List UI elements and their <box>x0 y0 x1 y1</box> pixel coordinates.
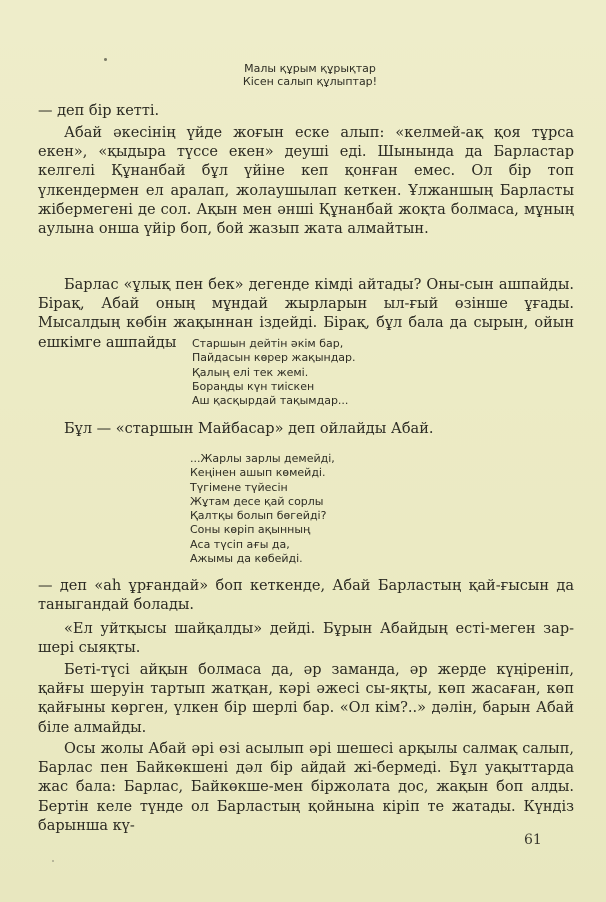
paragraph: «Ел уйтқысы шайқалды» дейді. Бұрын Абайдың есті-меген зар-шері сыяқты. <box>38 621 574 657</box>
poem-line: Пайдасын көрер жақындар. <box>192 351 356 365</box>
print-speck <box>104 58 107 61</box>
poem-line: Бораңды күн тиіскен <box>192 379 315 393</box>
poem-line: Соны көріп ақынның <box>190 523 311 537</box>
paragraph: Бетi-түсі айқын болмаса да, әр заманда, әр жерде күңіреніп, қайғы шеруін тартып жатқан, кәрі әжесі сы-яқты, көп жасаған, көп қайғыны көрген, үлкен бір шерлі бар. «Ол кім?..» дәлін, барын Абай біле алмайды. <box>38 662 574 736</box>
paragraph: — деп бір кетті. <box>38 103 160 119</box>
poem-line: Жұтам десе қай сорлы <box>190 494 324 508</box>
poem-line: Қалтқы болып бөгейді? <box>190 509 327 523</box>
print-speck <box>52 860 54 862</box>
epigraph <box>190 62 430 88</box>
epigraph-line: Малы құрым құрықтар <box>244 62 376 75</box>
poem-line: Түгімене түйесін <box>190 480 288 494</box>
paragraph: — деп «аһ ұрғандай» боп кеткенде, Абай Барластың қай-ғысын да таныгандай болады. <box>38 578 574 614</box>
paragraph: Абай әкесінің үйде жоғын еске алып: «келмей-ақ қоя тұрса екен», «қыдыра түссе екен» деуші еді. Шынында да Барластар келгелі Құнанбай бұл үйіне кеп қонған емес. Ол бір топ үлкендермен ел аралап, жолаушылап кеткен. Ұлжаншың Барласты жібермегені де сол. Ақын мен әнші Құнанбай жоқта болмаса, мұның аулына онша үйір боп, бой жазып жата алмайтын. <box>38 125 574 238</box>
poem-line: Ажымы да көбейді. <box>190 552 303 566</box>
page-number: 61 <box>524 832 542 848</box>
poem-line: Кеңінен ашып көмейді. <box>190 466 326 480</box>
paragraph: Бұл — «старшын Майбасар» деп ойлайды Абай. <box>64 421 434 437</box>
paragraph: Барлас «ұлық пен бек» дегенде кімді айтады? Оны-сын ашпайды. Бірақ, Абай оның мұндай жырларын ыл-ғый өзінше ұғады. Мысалдың көбін жақыннан іздейді. Бірақ, бұл бала да сырын, ойын ешкімге ашпайды <box>38 277 574 351</box>
poem-line: ...Жарлы зарлы демейді, <box>190 452 335 465</box>
poem-line: Аса түсіп ағы да, <box>190 537 290 551</box>
poem-line: Старшын дейтін әкім бар, <box>192 337 344 350</box>
paragraph: Осы жолы Абай әрі өзі асылып әрі шешесі арқылы салмақ салып, Барлас пен Байкөкшені дәл бір айдай жі-бермеді. Бұл уақыттарда жас бала: Барлас, Байкөкше-мен біржолата дос, жақын боп алды. Бертін келе түнде ол Барластың қойнына кіріп те жатады. Күндіз барынша кү- <box>38 741 574 834</box>
poem-line: Аш қасқырдай тақымдар... <box>192 394 349 408</box>
poem-line: Қалың елі тек жемі. <box>192 365 309 379</box>
epigraph-line: Кісен салып құлыптар! <box>242 75 378 88</box>
poem-excerpt <box>192 337 356 408</box>
poem-excerpt <box>190 452 335 566</box>
